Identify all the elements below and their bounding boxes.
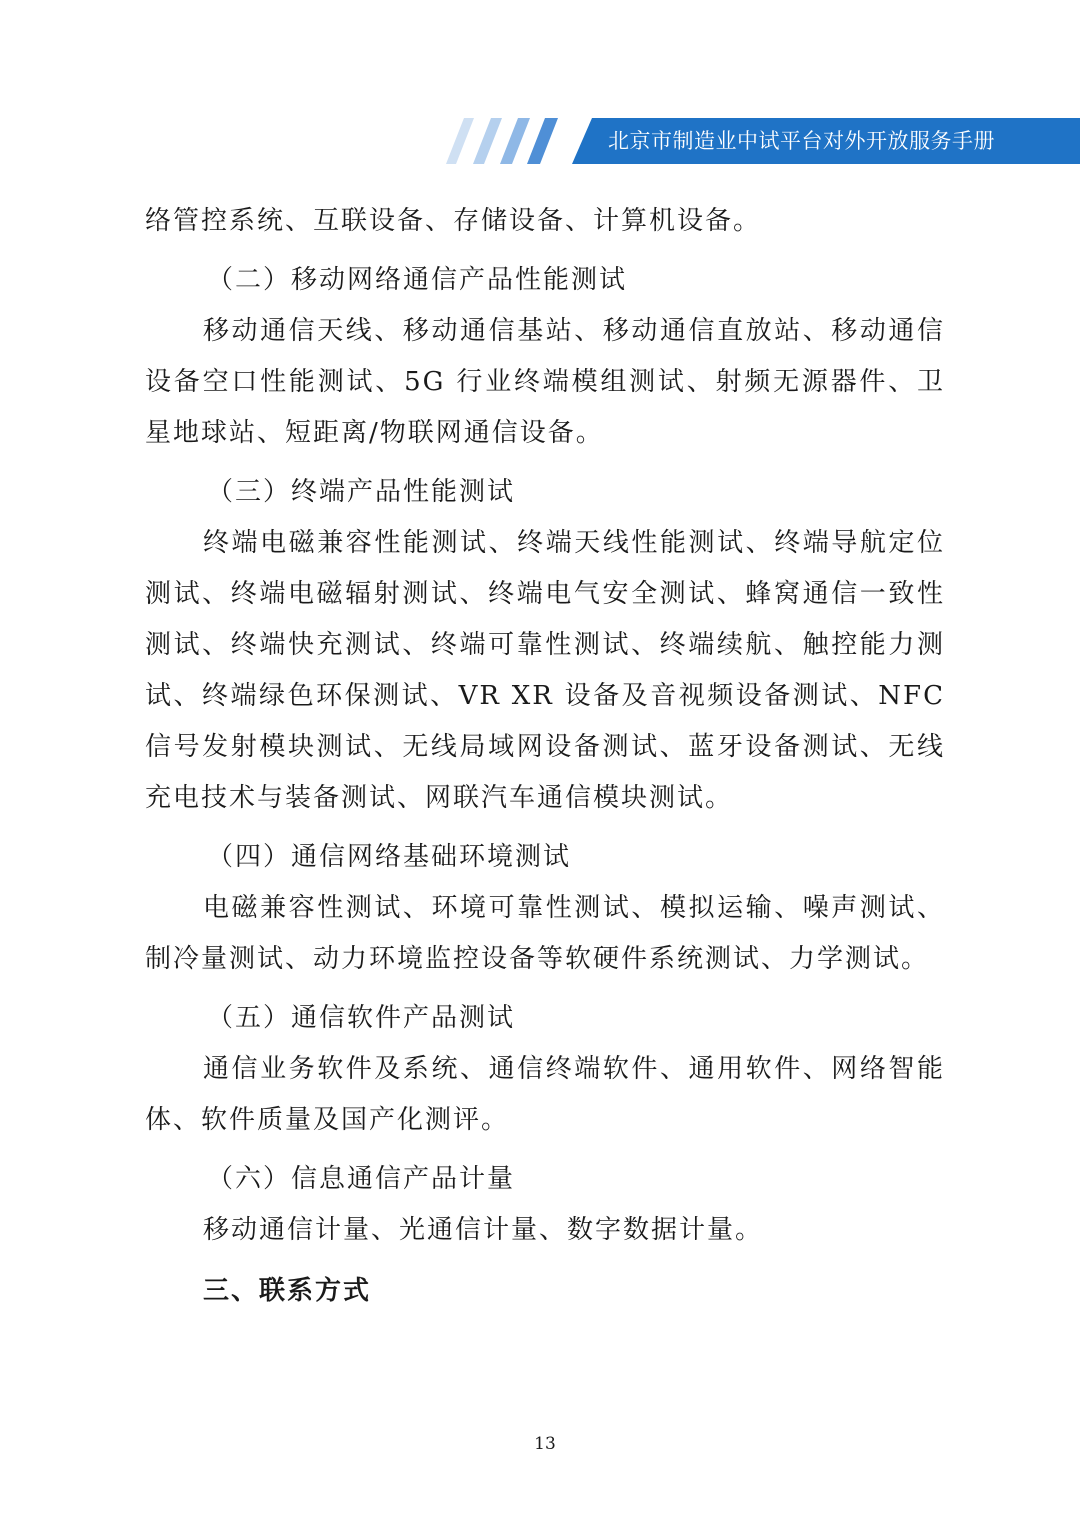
header-stripe-4 [527,118,558,164]
header-stripe-2 [473,118,502,164]
page-number: 13 [534,1434,556,1454]
subsection-heading-4: （四）通信网络基础环境测试 [207,842,572,872]
section-heading-contact: 三、联系方式 [203,1276,372,1306]
subsection-text-5: 通信业务软件及系统、通信终端软件、通用软件、网络智能体、软件质量及国产化测评。 [145,1054,945,1135]
subsection-text-4: 电磁兼容性测试、环境可靠性测试、模拟运输、噪声测试、制冷量测试、动力环境监控设备等软硬件系统测试、力学测试。 [145,893,945,974]
subsection-heading-2: （二）移动网络通信产品性能测试 [207,265,628,295]
subsection-text-6: 移动通信计量、光通信计量、数字数据计量。 [203,1215,764,1245]
header-stripe-1 [446,118,474,164]
header-stripe-3 [500,118,530,164]
subsection-heading-5: （五）通信软件产品测试 [207,1003,516,1033]
subsection-text-3: 终端电磁兼容性能测试、终端天线性能测试、终端导航定位测试、终端电磁辐射测试、终端电气安全测试、蜂窝通信一致性测试、终端快充测试、终端可靠性测试、终端续航、触控能力测试、终端绿色环保测试、VR XR 设备及音视频设备测试、NFC信号发射模块测试、无线局域网设备测试、蓝牙设备测试、无线充电技术与装备测试、网联汽车通信模块测试。 [145,528,945,813]
intro-paragraph: 络管控系统、互联设备、存储设备、计算机设备。 [145,206,762,236]
subsection-heading-6: （六）信息通信产品计量 [207,1164,516,1194]
header-title: 北京市制造业中试平台对外开放服务手册 [608,129,995,153]
header-stripes-decoration [442,118,582,164]
subsection-text-2: 移动通信天线、移动通信基站、移动通信直放站、移动通信设备空口性能测试、5G 行业终端模组测试、射频无源器件、卫星地球站、短距离/物联网通信设备。 [145,316,945,448]
page-content [145,196,945,1317]
subsection-heading-3: （三）终端产品性能测试 [207,477,516,507]
